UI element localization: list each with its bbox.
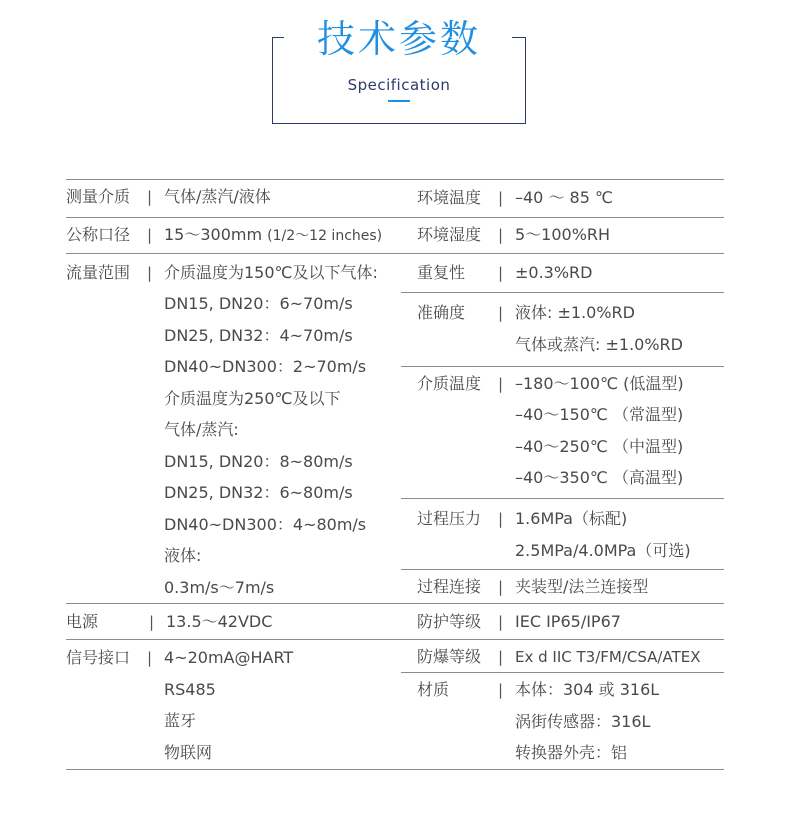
repeatability-value: ±0.3%RD bbox=[515, 263, 593, 282]
pressure-label: 过程压力 bbox=[417, 509, 482, 528]
accuracy-label: 准确度 bbox=[417, 303, 466, 322]
separator: | bbox=[498, 264, 504, 282]
env-temp-value: –40 ～ 85 ℃ bbox=[515, 188, 613, 207]
row-divider bbox=[401, 603, 724, 604]
row-divider bbox=[401, 639, 724, 640]
separator: | bbox=[147, 264, 153, 282]
separator: | bbox=[147, 188, 153, 206]
row-divider bbox=[401, 366, 724, 367]
separator: | bbox=[498, 510, 504, 528]
protection-value: IEC IP65/IP67 bbox=[515, 612, 621, 631]
separator: | bbox=[498, 681, 504, 699]
flow-line: DN15, DN20：6~70m/s bbox=[164, 294, 353, 313]
signal-line: 蓝牙 bbox=[164, 711, 197, 730]
repeatability-label: 重复性 bbox=[417, 263, 466, 282]
signal-line: RS485 bbox=[164, 680, 216, 699]
accuracy-line: 液体: ±1.0%RD bbox=[515, 303, 635, 322]
env-humidity-label: 环境湿度 bbox=[417, 225, 482, 244]
row-divider bbox=[66, 639, 401, 640]
row-divider bbox=[401, 569, 724, 570]
connection-label: 过程连接 bbox=[417, 577, 482, 596]
medium-temp-line: –40～250℃ （中温型) bbox=[515, 437, 684, 456]
signal-line: 物联网 bbox=[164, 743, 213, 762]
diameter-value-main: 15～300mm bbox=[164, 225, 263, 244]
env-temp-label: 环境温度 bbox=[417, 188, 482, 207]
diameter-label: 公称口径 bbox=[66, 225, 131, 244]
accuracy-line: 气体或蒸汽: ±1.0%RD bbox=[515, 335, 683, 354]
separator: | bbox=[498, 304, 504, 322]
medium-temp-line: –40～350℃ （高温型) bbox=[515, 468, 684, 487]
material-line: 本体：304 或 316L bbox=[515, 680, 660, 699]
explosion-value: Ex d IIC T3/FM/CSA/ATEX bbox=[515, 648, 701, 666]
separator: | bbox=[147, 226, 153, 244]
explosion-label: 防爆等级 bbox=[417, 647, 482, 666]
table-top-rule-left bbox=[66, 179, 401, 180]
flow-line: DN40~DN300：4~80m/s bbox=[164, 515, 367, 534]
diameter-value-note: (1/2～12 inches) bbox=[267, 228, 383, 244]
row-divider bbox=[401, 253, 724, 254]
table-bottom-rule-left bbox=[66, 769, 401, 770]
flow-line: 液体: bbox=[164, 546, 202, 565]
separator: | bbox=[149, 613, 155, 631]
connection-value: 夹装型/法兰连接型 bbox=[515, 577, 649, 596]
page-subtitle: Specification bbox=[347, 76, 451, 94]
row-divider bbox=[66, 253, 401, 254]
env-humidity-value: 5～100%RH bbox=[515, 225, 611, 244]
flow-label: 流量范围 bbox=[66, 263, 131, 282]
material-label: 材质 bbox=[417, 680, 450, 699]
material-line: 涡街传感器：316L bbox=[515, 712, 651, 731]
medium-temp-line: –180～100℃ (低温型) bbox=[515, 374, 684, 393]
flow-line: DN15, DN20：8~80m/s bbox=[164, 452, 353, 471]
medium-label: 测量介质 bbox=[66, 187, 131, 206]
medium-temp-line: –40～150℃ （常温型) bbox=[515, 405, 684, 424]
separator: | bbox=[147, 649, 153, 667]
row-divider bbox=[401, 292, 724, 293]
separator: | bbox=[498, 648, 504, 666]
row-divider bbox=[66, 603, 401, 604]
table-top-rule-right bbox=[401, 179, 724, 180]
medium-value: 气体/蒸汽/液体 bbox=[164, 187, 271, 206]
flow-line: 气体/蒸汽: bbox=[164, 420, 239, 439]
flow-line: DN25, DN32：6~80m/s bbox=[164, 483, 353, 502]
row-divider bbox=[401, 672, 724, 673]
diameter-value bbox=[164, 225, 382, 246]
flow-line: 介质温度为250℃及以下 bbox=[164, 389, 341, 408]
medium-temp-label: 介质温度 bbox=[417, 374, 482, 393]
separator: | bbox=[498, 375, 504, 393]
signal-line: 4~20mA@HART bbox=[164, 648, 294, 667]
flow-line: DN25, DN32：4~70m/s bbox=[164, 326, 353, 345]
separator: | bbox=[498, 578, 504, 596]
flow-line: DN40~DN300：2~70m/s bbox=[164, 357, 367, 376]
separator: | bbox=[498, 226, 504, 244]
table-bottom-rule-right bbox=[401, 769, 724, 770]
flow-line: 介质温度为150℃及以下气体: bbox=[164, 263, 378, 282]
power-label: 电源 bbox=[66, 612, 99, 631]
row-divider bbox=[401, 217, 724, 218]
row-divider bbox=[66, 217, 401, 218]
subtitle-underline bbox=[388, 100, 410, 102]
separator: | bbox=[498, 189, 504, 207]
pressure-line: 2.5MPa/4.0MPa（可选) bbox=[515, 541, 691, 560]
signal-label: 信号接口 bbox=[66, 648, 131, 667]
protection-label: 防护等级 bbox=[417, 612, 482, 631]
page-title: 技术参数 bbox=[316, 17, 481, 61]
pressure-line: 1.6MPa（标配) bbox=[515, 509, 628, 528]
power-value: 13.5～42VDC bbox=[166, 612, 273, 631]
row-divider bbox=[401, 498, 724, 499]
separator: | bbox=[498, 613, 504, 631]
material-line: 转换器外壳：铝 bbox=[515, 743, 628, 762]
flow-line: 0.3m/s～7m/s bbox=[164, 578, 275, 597]
